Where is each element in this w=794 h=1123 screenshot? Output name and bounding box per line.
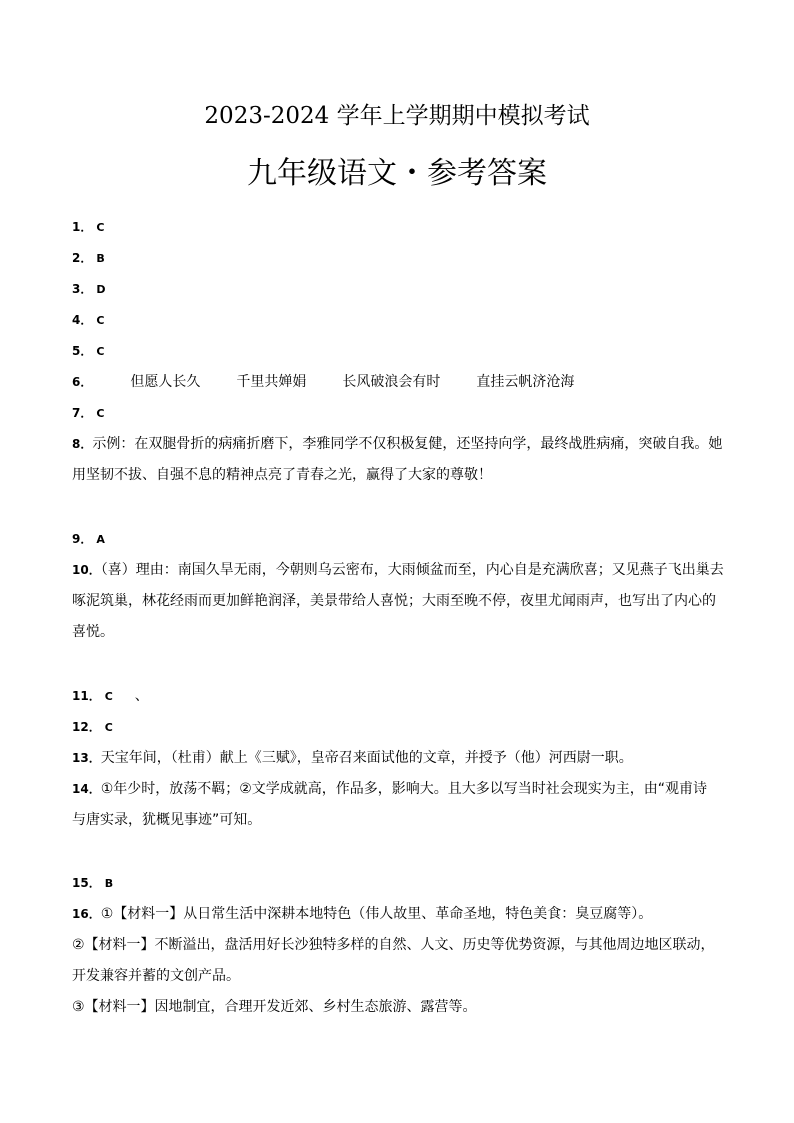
- answer-text: ①年少时，放荡不羁；②文学成就高，作品多，影响大。且大多以写当时社会现实为主，由“观甫诗: [100, 781, 708, 797]
- poem-line-4: 直挂云帆济沧海: [476, 374, 575, 390]
- question-number: 3．: [72, 282, 93, 296]
- answer-letter: A: [96, 533, 105, 546]
- question-number: 12．: [72, 720, 101, 734]
- question-number: 14．: [72, 782, 101, 796]
- question-number: 16．: [72, 907, 101, 921]
- question-number: 4．: [72, 313, 93, 327]
- answer-14-line-1: [72, 779, 707, 799]
- question-number: 8．: [72, 437, 93, 451]
- answer-letter: C: [104, 721, 113, 734]
- answer-16-item-1: [72, 904, 652, 924]
- question-number: 11．: [72, 689, 101, 703]
- answer-text: 示例：在双腿骨折的病痛折磨下，李雅同学不仅积极复健，还坚持向学，最终战胜病痛，突破自我。她: [92, 436, 723, 452]
- answer-4: [72, 310, 104, 331]
- answer-10-line-2: 啄泥筑巢，林花经雨而更加鲜艳润泽，美景带给人喜悦；大雨至晚不停，夜里尤闻雨声，也写出了内心的: [72, 593, 716, 609]
- answer-text: ①【材料一】从日常生活中深耕本地特色（伟人故里、革命圣地，特色美食：臭豆腐等）。: [100, 906, 653, 922]
- answer-letter: D: [96, 283, 106, 296]
- answer-letter: C: [104, 690, 113, 703]
- answer-letter: B: [96, 252, 105, 265]
- question-number: 9．: [72, 532, 93, 546]
- answer-6: [72, 372, 574, 392]
- answer-15: [72, 873, 113, 894]
- poem-line-1: 但愿人长久: [130, 374, 201, 390]
- answer-12: [72, 717, 113, 738]
- answer-letter: C: [96, 345, 105, 358]
- answer-13: [72, 748, 633, 768]
- answer-14-line-2: 与唐实录，犹概见事迹”可知。: [72, 812, 262, 828]
- answer-11: [72, 686, 149, 707]
- answer-16-item-2-line-1: ②【材料一】不断溢出，盘活用好长沙独特多样的自然、人文、历史等优势资源，与其他周边地区联动，: [72, 937, 715, 953]
- question-number: 1．: [72, 220, 93, 234]
- answer-1: [72, 217, 104, 238]
- answer-9: [72, 529, 105, 550]
- question-number: 10．: [72, 563, 101, 577]
- question-number: 5．: [72, 344, 93, 358]
- punctuation-mark: 、: [134, 688, 149, 704]
- question-number: 7．: [72, 406, 93, 420]
- answer-letter: B: [104, 877, 114, 890]
- question-number: 13．: [72, 751, 101, 765]
- answer-letter: C: [96, 314, 105, 327]
- answer-8-line-2: 用坚韧不拔、自强不息的精神点亮了青春之光，赢得了大家的尊敬！: [72, 467, 492, 483]
- answer-letter: C: [96, 407, 105, 420]
- answer-5: [72, 341, 104, 362]
- answer-8-line-1: [72, 434, 722, 454]
- answer-16-item-3: ③【材料一】因地制宜，合理开发近郊、乡村生态旅游、露营等。: [72, 999, 477, 1015]
- question-number: 6．: [72, 375, 93, 389]
- answer-text: （喜）理由：南国久旱无雨，今朝则乌云密布，大雨倾盆而至，内心自是充满欣喜；又见燕子飞出巢去: [100, 562, 724, 578]
- answer-10-line-3: 喜悦。: [72, 624, 114, 640]
- answer-letter: C: [96, 221, 105, 234]
- question-number: 2．: [72, 251, 93, 265]
- answer-text: 天宝年间，（杜甫）献上《三赋》，皇帝召来面试他的文章，并授予（他）河西尉一职。: [100, 750, 633, 766]
- poem-line-3: 长风破浪会有时: [342, 374, 441, 390]
- page-title: 九年级语文・参考答案: [247, 156, 547, 191]
- poem-line-2: 千里共婵娟: [236, 374, 307, 390]
- question-number: 15．: [72, 876, 101, 890]
- answer-16-item-2-line-2: 开发兼容并蓄的文创产品。: [72, 968, 240, 984]
- answer-7: [72, 403, 104, 424]
- answer-2: [72, 248, 105, 269]
- answer-10-line-1: [72, 560, 724, 580]
- exam-title: 2023-2024 学年上学期期中模拟考试: [204, 103, 590, 129]
- answer-3: [72, 279, 106, 300]
